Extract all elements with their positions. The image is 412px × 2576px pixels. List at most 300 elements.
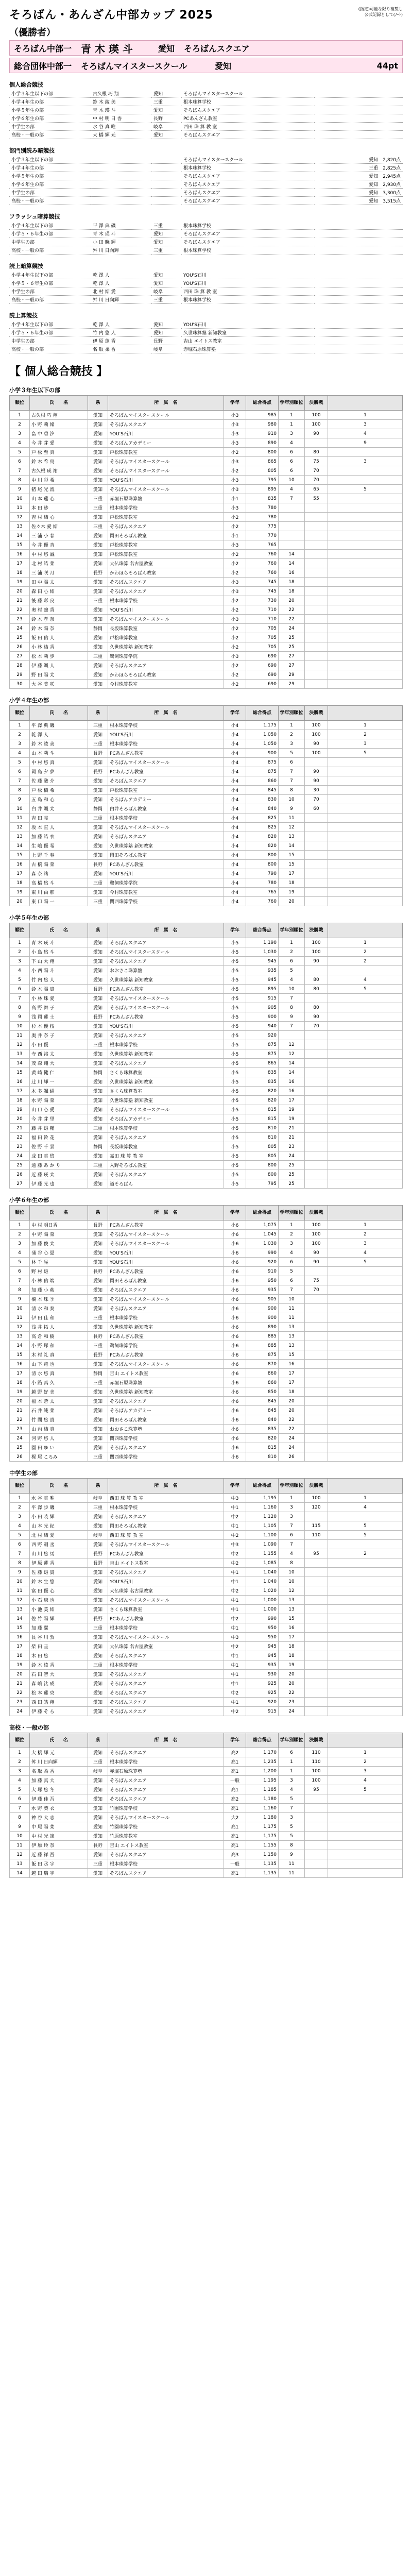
results-row [10, 1633, 403, 1642]
place-cell [279, 513, 305, 522]
school-cell: 赤堀石原珠算塾 [108, 1378, 224, 1387]
points-cell: 80 [305, 975, 328, 985]
school-cell: PCあんざん教室 [108, 985, 224, 994]
rank-cell: 6 [10, 1267, 30, 1276]
place-cell: 7 [279, 767, 305, 776]
final-cell: 3 [328, 1239, 403, 1248]
winner-division: 小学４年生以下の部 [9, 222, 91, 230]
name-cell: 梶 尾 ころみ [30, 1452, 88, 1462]
grade-cell: 小3 [224, 420, 246, 429]
winner-name: 平 澤 典 磯 [91, 222, 151, 230]
final-cell [328, 1114, 403, 1124]
winner-name: 名 取 柔 香 [91, 345, 151, 353]
name-cell: 園 田 ゆ い [30, 1443, 88, 1452]
name-cell: 山 本 莉 斗 [30, 749, 88, 758]
school-cell: そろばんアカデミー [108, 1406, 224, 1415]
results-heading: 【 個人総合競技 】 [9, 365, 108, 378]
place-cell: 6 [279, 466, 305, 476]
results-table [9, 705, 403, 906]
name-cell: 岡 島 夕 夢 [30, 767, 88, 776]
winner-division: 小学４年生の部 [9, 98, 91, 106]
col-header-tie: 決勝戦 [305, 396, 328, 411]
name-cell: 小 林 結 香 [30, 642, 88, 652]
results-row [10, 568, 403, 578]
grade-cell: 小4 [224, 795, 246, 804]
points-cell [305, 888, 328, 897]
rank-cell: 2 [10, 420, 30, 429]
final-cell [328, 1850, 403, 1859]
pref-cell: 愛知 [88, 420, 108, 429]
final-cell [328, 804, 403, 814]
winner-pref: 長野 [151, 114, 181, 123]
school-cell: そろばんスクエア [108, 1133, 224, 1142]
name-cell: 山 口 心 愛 [30, 1105, 88, 1114]
school-cell: そろばんアカデミー [108, 438, 224, 448]
results-row [10, 652, 403, 661]
rank-cell: 27 [10, 1179, 30, 1189]
final-cell [328, 1512, 403, 1521]
pref-cell: 愛知 [88, 957, 108, 966]
results-row [10, 1869, 403, 1878]
name-cell: 生 嶋 優 希 [30, 841, 88, 851]
points-cell [305, 1096, 328, 1105]
rank-cell: 20 [10, 897, 30, 906]
pref-cell: 愛知 [88, 1869, 108, 1878]
score-cell: 765 [246, 540, 279, 550]
results-row [10, 758, 403, 767]
name-cell: 清 水 悠 真 [30, 1369, 88, 1378]
results-row [10, 851, 403, 860]
pref-cell: 愛知 [88, 1512, 108, 1521]
points-cell: 70 [305, 1285, 328, 1295]
score-cell: 915 [246, 994, 279, 1003]
grade-cell: 小5 [224, 1059, 246, 1068]
points-cell: 100 [305, 947, 328, 957]
school-cell: 根本珠算学校 [108, 1503, 224, 1512]
place-cell: 16 [279, 1360, 305, 1369]
points-cell [305, 1794, 328, 1804]
results-row [10, 522, 403, 531]
place-cell: 20 [279, 596, 305, 605]
school-cell: YOU'S石川 [108, 1248, 224, 1258]
points-cell: 70 [305, 476, 328, 485]
pref-cell: 愛知 [88, 1096, 108, 1105]
school-cell: 根本珠算学校 [108, 721, 224, 730]
points-cell [305, 966, 328, 975]
school-cell: そろばんスクエア [108, 1512, 224, 1521]
grade-cell: 中2 [224, 1586, 246, 1596]
winner-division: 高校・一般の部 [9, 131, 91, 139]
school-cell: 竹原珠算教室 [108, 1832, 224, 1841]
rank-cell: 7 [10, 1549, 30, 1558]
winner-row [9, 197, 403, 205]
score-cell: 835 [246, 494, 279, 503]
final-cell: 5 [328, 1521, 403, 1531]
pref-cell: 愛知 [88, 1425, 108, 1434]
score-cell: 900 [246, 749, 279, 758]
score-cell: 950 [246, 1623, 279, 1633]
champion-pref: 愛知 [158, 43, 175, 54]
name-cell: 西 野 剛 丞 [30, 1540, 88, 1549]
results-row [10, 457, 403, 466]
place-cell: 11 [279, 1869, 305, 1878]
pref-cell: 静岡 [88, 1068, 108, 1077]
grade-cell: 小3 [224, 578, 246, 587]
winner-row [9, 164, 403, 172]
place-cell: 1 [279, 938, 305, 947]
school-cell: 道そろばん [108, 1179, 224, 1189]
points-cell [305, 670, 328, 680]
name-cell: 大 谷 美 咲 [30, 680, 88, 689]
winner-school: 西田 珠 算 教 室 [181, 287, 314, 296]
name-cell: 遠 藤 あ か り [30, 1161, 88, 1170]
points-cell [305, 1360, 328, 1369]
score-cell: 830 [246, 795, 279, 804]
pref-cell: 長野 [88, 1558, 108, 1568]
results-row [10, 633, 403, 642]
points-cell [305, 578, 328, 587]
name-cell: 長 谷 川 敦 [30, 1633, 88, 1642]
score-cell: 795 [246, 1179, 279, 1189]
pref-cell: 長野 [88, 1332, 108, 1341]
rank-cell: 13 [10, 1859, 30, 1869]
rank-cell: 11 [10, 1031, 30, 1040]
winner-score [314, 329, 403, 337]
winner-division: 高校・一般の部 [9, 197, 91, 205]
name-cell: 五 島 和 心 [30, 795, 88, 804]
place-cell: 24 [279, 1443, 305, 1452]
winner-name: 乾 澤 人 [91, 320, 151, 329]
rank-cell: 22 [10, 1688, 30, 1698]
col-header-school: 所 属 名 [108, 1206, 224, 1221]
rank-cell: 6 [10, 457, 30, 466]
pref-cell: 三重 [88, 1378, 108, 1387]
grade-cell: 高2 [224, 1794, 246, 1804]
name-cell: 奥 村 凛 香 [30, 605, 88, 615]
points-cell [305, 878, 328, 888]
results-row [10, 448, 403, 457]
place-cell: 23 [279, 1142, 305, 1151]
school-cell: そろばんスクエア [108, 957, 224, 966]
results-row [10, 1660, 403, 1670]
col-header-pref: 県 [88, 923, 108, 938]
rank-cell: 16 [10, 1077, 30, 1087]
grade-cell: 小4 [224, 739, 246, 749]
final-cell [328, 1397, 403, 1406]
winner-school: そろばんスクエア [181, 197, 314, 205]
results-row [10, 1332, 403, 1341]
place-cell: 4 [279, 975, 305, 985]
score-cell: 840 [246, 804, 279, 814]
grade-cell: 小5 [224, 975, 246, 985]
results-row [10, 1558, 403, 1568]
score-cell: 795 [246, 476, 279, 485]
pref-cell: 愛知 [88, 1804, 108, 1813]
group-title: 小学６年生の部 [9, 1197, 49, 1204]
pref-cell: 愛知 [88, 1049, 108, 1059]
pref-cell: 愛知 [88, 1670, 108, 1679]
place-cell: 7 [279, 776, 305, 786]
grade-cell: 小4 [224, 758, 246, 767]
col-header-school: 所 属 名 [108, 396, 224, 411]
name-cell: 木 村 礼 真 [30, 1350, 88, 1360]
winner-name: 伊 原 蓮 香 [91, 337, 151, 345]
winner-division: 小学３年生以下の部 [9, 90, 91, 98]
name-cell: 上 野 千 春 [30, 851, 88, 860]
rank-cell: 3 [10, 1767, 30, 1776]
score-cell: 860 [246, 1369, 279, 1378]
grade-cell: 大2 [224, 1813, 246, 1822]
results-row [10, 587, 403, 596]
place-cell: 3 [279, 1512, 305, 1521]
name-cell: 加 藤 真 大 [30, 1776, 88, 1785]
points-cell [305, 1350, 328, 1360]
points-cell: 110 [305, 1531, 328, 1540]
school-cell: PCあんざん教室 [108, 1221, 224, 1230]
name-cell: 鈴 木 陽 奈 [30, 624, 88, 633]
place-cell: 20 [279, 1397, 305, 1406]
results-row [10, 1614, 403, 1623]
grade-cell: 小5 [224, 1022, 246, 1031]
grade-cell: 中1 [224, 1605, 246, 1614]
school-cell: PCあんざん教室 [108, 1549, 224, 1558]
winner-school: YOU'S石川 [181, 279, 314, 287]
final-cell [328, 1568, 403, 1577]
points-cell [305, 1596, 328, 1605]
rank-cell: 20 [10, 1114, 30, 1124]
school-cell: 関西珠算学校 [108, 1434, 224, 1443]
score-cell: 1,105 [246, 1521, 279, 1531]
grade-cell: 小3 [224, 411, 246, 420]
grade-cell: 小5 [224, 1012, 246, 1022]
champion-name: 青 木 瑛 斗 [81, 42, 133, 55]
score-cell: 1,030 [246, 1239, 279, 1248]
points-cell [305, 1170, 328, 1179]
final-cell [328, 1794, 403, 1804]
place-cell: 25 [279, 1170, 305, 1179]
grade-cell: 小1 [224, 531, 246, 540]
place-cell: 4 [279, 485, 305, 494]
points-cell [305, 1688, 328, 1698]
winner-name: 小 田 暁 輝 [91, 238, 151, 246]
points-cell: 90 [305, 739, 328, 749]
name-cell: 鈴 木 生 悠 [30, 1577, 88, 1586]
rank-cell: 1 [10, 1221, 30, 1230]
rank-cell: 10 [10, 1577, 30, 1586]
score-cell: 705 [246, 624, 279, 633]
name-cell: 青 木 瑛 斗 [30, 938, 88, 947]
name-cell: 吉 村 結 心 [30, 513, 88, 522]
results-row [10, 1341, 403, 1350]
pref-cell: 愛知 [88, 841, 108, 851]
results-row [10, 1757, 403, 1767]
rank-cell: 15 [10, 540, 30, 550]
results-row [10, 1549, 403, 1558]
results-row [10, 1605, 403, 1614]
grade-cell: 小4 [224, 767, 246, 776]
results-table [9, 1733, 403, 1878]
place-cell: 8 [279, 1003, 305, 1012]
rank-cell: 15 [10, 851, 30, 860]
school-cell: 久世珠算塾 新知教室 [108, 642, 224, 652]
points-cell [305, 605, 328, 615]
winner-school: そろばんスクエア [181, 180, 314, 189]
winner-name: 北 村 結 愛 [91, 287, 151, 296]
winner-name: 青 木 瑛 斗 [91, 230, 151, 238]
results-row [10, 1586, 403, 1596]
winner-pref: 愛知 [151, 90, 181, 98]
col-header-score: 総合得点 [246, 1733, 279, 1748]
final-cell [328, 1124, 403, 1133]
results-row [10, 466, 403, 476]
rank-cell: 2 [10, 1503, 30, 1512]
rank-cell: 5 [10, 1531, 30, 1540]
name-cell: 鈴 木 綾 香 [30, 1660, 88, 1670]
place-cell: 6 [279, 1748, 305, 1757]
name-cell: 福 田 鈴 花 [30, 1133, 88, 1142]
name-cell: 中 村 悠 誠 [30, 550, 88, 559]
pref-cell: 愛知 [88, 1230, 108, 1239]
winner-pref: 愛知 [151, 320, 181, 329]
school-cell: 戸松珠算教室 [108, 633, 224, 642]
name-cell: 橋 本 珠 季 [30, 1295, 88, 1304]
school-cell: YOU'S石川 [108, 869, 224, 878]
name-cell: 石 井 純 菜 [30, 1406, 88, 1415]
points-cell [305, 1313, 328, 1323]
grade-cell: 小4 [224, 897, 246, 906]
school-cell: YOU'S石川 [108, 605, 224, 615]
winner-table [9, 156, 403, 205]
school-cell: そろばんスクエア [108, 1869, 224, 1878]
score-cell: 1,150 [246, 1850, 279, 1859]
school-cell: そろばんアカデミー [108, 1114, 224, 1124]
grade-cell: 小6 [224, 1443, 246, 1452]
grade-cell: 小4 [224, 804, 246, 814]
winner-row [9, 337, 403, 345]
points-cell [305, 1679, 328, 1688]
points-cell: 95 [305, 1549, 328, 1558]
col-header-pref: 県 [88, 1733, 108, 1748]
name-cell: 加 藤 結 衣 [30, 832, 88, 841]
school-cell: そろばんマイスタースクール [108, 1596, 224, 1605]
grade-cell: 高1 [224, 1869, 246, 1878]
final-cell [328, 1295, 403, 1304]
results-row [10, 1087, 403, 1096]
results-row [10, 476, 403, 485]
points-cell [305, 851, 328, 860]
school-cell: そろばんスクエア [108, 1285, 224, 1295]
pref-cell: 長野 [88, 568, 108, 578]
results-table [9, 1478, 403, 1716]
final-cell [328, 661, 403, 670]
grade-cell: 小2 [224, 448, 246, 457]
school-cell: そろばんスクエア [108, 776, 224, 786]
col-header-blank [328, 706, 403, 721]
points-cell [305, 1397, 328, 1406]
score-cell: 1,050 [246, 730, 279, 739]
rank-cell: 4 [10, 1248, 30, 1258]
school-cell: 根本珠算学校 [108, 596, 224, 605]
pref-cell: 三重 [88, 1859, 108, 1869]
grade-cell: 小2 [224, 466, 246, 476]
place-cell: 19 [279, 1660, 305, 1670]
rank-cell: 20 [10, 1670, 30, 1679]
results-row [10, 670, 403, 680]
place-cell: 18 [279, 878, 305, 888]
name-cell: 水 野 陽 菜 [30, 1096, 88, 1105]
school-cell: 長坂珠算教室 [108, 1142, 224, 1151]
winner-division: 中学生の部 [9, 123, 91, 131]
points-cell [305, 568, 328, 578]
pref-cell: 長野 [88, 767, 108, 776]
points-cell [305, 814, 328, 823]
final-cell: 5 [328, 485, 403, 494]
rank-cell: 2 [10, 730, 30, 739]
grade-cell: 高1 [224, 1832, 246, 1841]
name-cell: 小 路 真 久 [30, 1378, 88, 1387]
points-cell [305, 1415, 328, 1425]
place-cell: 1 [279, 721, 305, 730]
school-cell: そろばんスクエア [108, 1443, 224, 1452]
pref-cell: 長野 [88, 749, 108, 758]
pref-cell: 愛知 [88, 438, 108, 448]
grade-cell: 小2 [224, 670, 246, 680]
grade-cell: 高1 [224, 1785, 246, 1794]
points-cell [305, 1387, 328, 1397]
grade-cell: 小2 [224, 624, 246, 633]
points-cell [305, 1114, 328, 1124]
name-cell: 山 下 竜 也 [30, 1360, 88, 1369]
grade-cell: 小5 [224, 994, 246, 1003]
name-cell: 乾 澤 人 [30, 730, 88, 739]
winner-score [314, 222, 403, 230]
group-title: 小学３年生以下の部 [9, 387, 60, 394]
place-cell: 4 [279, 438, 305, 448]
final-cell [328, 786, 403, 795]
winner-row [9, 279, 403, 287]
place-cell: 16 [279, 1077, 305, 1087]
grade-cell: 小5 [224, 1179, 246, 1189]
name-cell: 高 橋 悠 斗 [30, 878, 88, 888]
school-cell: 竹園珠算学校 [108, 1822, 224, 1832]
final-cell [328, 531, 403, 540]
place-cell: 15 [279, 1350, 305, 1360]
winner-name [91, 180, 151, 189]
col-header-score: 総合得点 [246, 1206, 279, 1221]
final-cell [328, 680, 403, 689]
grade-cell: 小6 [224, 1415, 246, 1425]
score-cell: 945 [246, 975, 279, 985]
pref-cell: 三重 [88, 503, 108, 513]
school-cell: 入野そろばん教室 [108, 1161, 224, 1170]
points-cell [305, 1642, 328, 1651]
rank-cell: 9 [10, 1822, 30, 1832]
final-cell [328, 841, 403, 851]
name-cell: 田 中 陽 太 [30, 578, 88, 587]
results-row [10, 1434, 403, 1443]
points-cell: 100 [305, 730, 328, 739]
winner-pref: 愛知 [151, 271, 181, 279]
place-cell: 9 [279, 1850, 305, 1859]
name-cell: 古久根 巧 翔 [30, 411, 88, 420]
score-cell: 815 [246, 1105, 279, 1114]
grade-cell: 一般 [224, 1776, 246, 1785]
final-cell [328, 1179, 403, 1189]
winner-score [314, 296, 403, 304]
pref-cell: 愛知 [88, 411, 108, 420]
pref-cell: 愛知 [88, 1776, 108, 1785]
points-cell [305, 1295, 328, 1304]
